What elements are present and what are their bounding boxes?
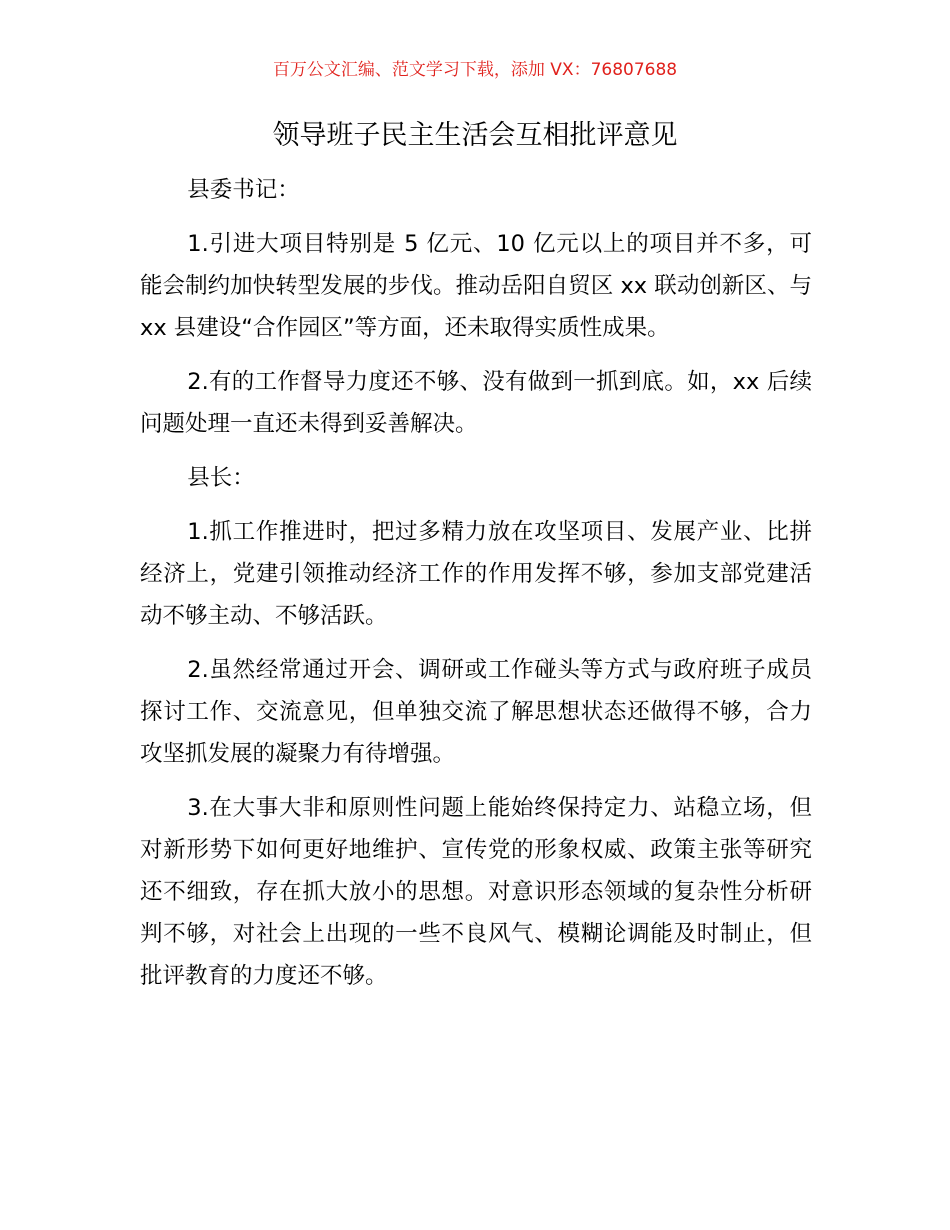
critique-paragraph: 1.抓工作推进时，把过多精力放在攻坚项目、发展产业、比拼经济上，党建引领推动经济工作的作用发挥不够，参加支部党建活动不够主动、不够活跃。	[140, 519, 812, 629]
document-body	[140, 169, 812, 1009]
role-heading: 县长：	[187, 465, 255, 491]
section-county-secretary	[140, 169, 812, 445]
critique-paragraph: 2.有的工作督导力度还不够、没有做到一抓到底。如，xx 后续问题处理一直还未得到妥善解决。	[140, 369, 812, 437]
header-watermark-note: 百万公文汇编、范文学习下载，添加 VX：76807688	[272, 60, 678, 80]
role-heading: 县委书记：	[187, 177, 300, 203]
document-title: 领导班子民主生活会互相批评意见	[272, 120, 678, 151]
critique-paragraph: 2.虽然经常通过开会、调研或工作碰头等方式与政府班子成员探讨工作、交流意见，但单独交流了解思想状态还做得不够，合力攻坚抓发展的凝聚力有待增强。	[140, 657, 812, 767]
critique-paragraph: 1.引进大项目特别是 5 亿元、10 亿元以上的项目并不多，可能会制约加快转型发展的步伐。推动岳阳自贸区 xx 联动创新区、与 xx 县建设“合作园区”等方面，还未取得实质性成果。	[140, 231, 812, 341]
critique-paragraph: 3.在大事大非和原则性问题上能始终保持定力、站稳立场，但对新形势下如何更好地维护、宣传党的形象权威、政策主张等研究还不细致，存在抓大放小的思想。对意识形态领域的复杂性分析研判不够，对社会上出现的一些不良风气、模糊论调能及时制止，但批评教育的力度还不够。	[140, 795, 812, 989]
section-county-head	[140, 457, 812, 997]
